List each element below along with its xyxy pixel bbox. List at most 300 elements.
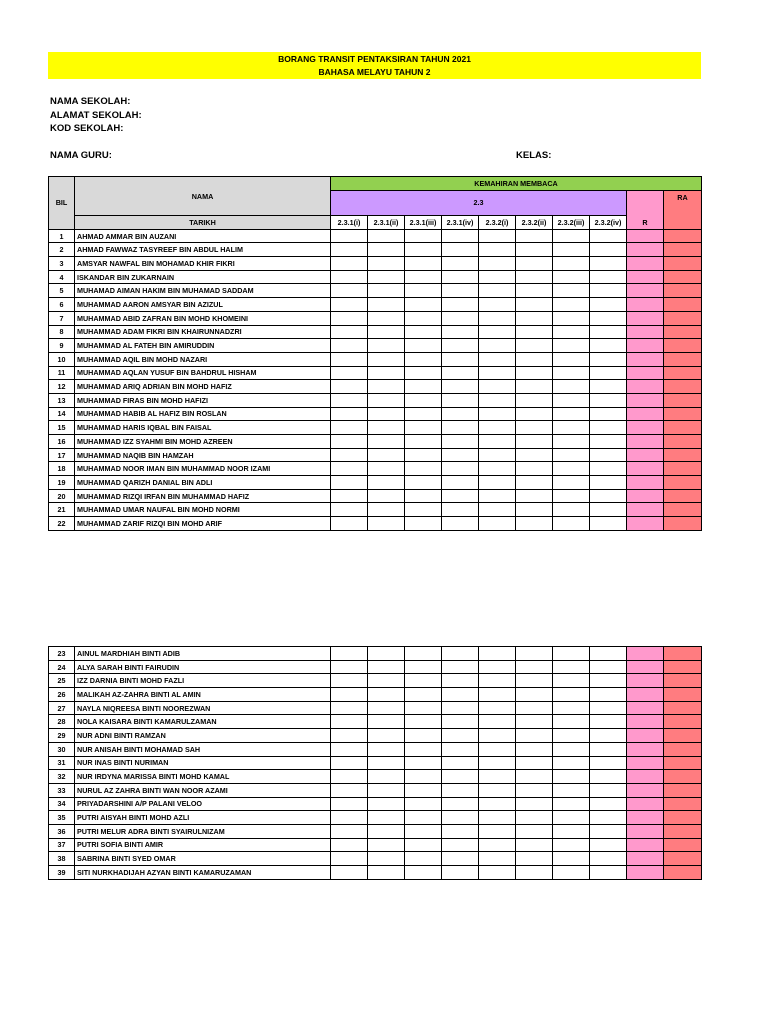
score-cell[interactable] (590, 462, 627, 476)
score-cell[interactable] (516, 284, 553, 298)
score-cell[interactable] (442, 421, 479, 435)
score-cell[interactable] (590, 448, 627, 462)
score-cell[interactable] (368, 783, 405, 797)
r-cell[interactable] (627, 270, 664, 284)
score-cell[interactable] (368, 797, 405, 811)
score-cell[interactable] (516, 824, 553, 838)
score-cell[interactable] (553, 311, 590, 325)
score-cell[interactable] (368, 229, 405, 243)
score-cell[interactable] (479, 742, 516, 756)
score-cell[interactable] (553, 517, 590, 531)
r-cell[interactable] (627, 838, 664, 852)
score-cell[interactable] (368, 298, 405, 312)
ra-cell[interactable] (664, 783, 702, 797)
ra-cell[interactable] (664, 393, 702, 407)
ra-cell[interactable] (664, 824, 702, 838)
score-cell[interactable] (442, 701, 479, 715)
score-cell[interactable] (442, 448, 479, 462)
ra-cell[interactable] (664, 298, 702, 312)
score-cell[interactable] (479, 421, 516, 435)
ra-cell[interactable] (664, 503, 702, 517)
score-cell[interactable] (331, 366, 368, 380)
score-cell[interactable] (516, 517, 553, 531)
score-cell[interactable] (516, 476, 553, 490)
score-cell[interactable] (590, 701, 627, 715)
ra-cell[interactable] (664, 380, 702, 394)
score-cell[interactable] (331, 284, 368, 298)
score-cell[interactable] (331, 462, 368, 476)
score-cell[interactable] (442, 284, 479, 298)
score-cell[interactable] (368, 824, 405, 838)
r-cell[interactable] (627, 811, 664, 825)
score-cell[interactable] (331, 647, 368, 661)
score-cell[interactable] (590, 435, 627, 449)
score-cell[interactable] (516, 852, 553, 866)
score-cell[interactable] (368, 742, 405, 756)
score-cell[interactable] (442, 489, 479, 503)
score-cell[interactable] (368, 435, 405, 449)
score-cell[interactable] (331, 435, 368, 449)
score-cell[interactable] (405, 517, 442, 531)
score-cell[interactable] (405, 270, 442, 284)
score-cell[interactable] (553, 688, 590, 702)
score-cell[interactable] (442, 435, 479, 449)
score-cell[interactable] (331, 811, 368, 825)
score-cell[interactable] (590, 647, 627, 661)
score-cell[interactable] (479, 462, 516, 476)
score-cell[interactable] (516, 462, 553, 476)
score-cell[interactable] (516, 688, 553, 702)
score-cell[interactable] (516, 701, 553, 715)
r-cell[interactable] (627, 284, 664, 298)
score-cell[interactable] (553, 421, 590, 435)
score-cell[interactable] (368, 352, 405, 366)
score-cell[interactable] (590, 674, 627, 688)
score-cell[interactable] (405, 824, 442, 838)
r-cell[interactable] (627, 770, 664, 784)
score-cell[interactable] (368, 284, 405, 298)
ra-cell[interactable] (664, 674, 702, 688)
ra-cell[interactable] (664, 270, 702, 284)
r-cell[interactable] (627, 517, 664, 531)
score-cell[interactable] (331, 257, 368, 271)
score-cell[interactable] (368, 688, 405, 702)
score-cell[interactable] (553, 229, 590, 243)
score-cell[interactable] (516, 270, 553, 284)
ra-cell[interactable] (664, 339, 702, 353)
score-cell[interactable] (553, 503, 590, 517)
r-cell[interactable] (627, 476, 664, 490)
score-cell[interactable] (405, 393, 442, 407)
score-cell[interactable] (553, 811, 590, 825)
score-cell[interactable] (553, 325, 590, 339)
score-cell[interactable] (479, 824, 516, 838)
score-cell[interactable] (331, 407, 368, 421)
score-cell[interactable] (590, 852, 627, 866)
score-cell[interactable] (479, 503, 516, 517)
score-cell[interactable] (479, 448, 516, 462)
ra-cell[interactable] (664, 797, 702, 811)
score-cell[interactable] (553, 352, 590, 366)
score-cell[interactable] (331, 660, 368, 674)
score-cell[interactable] (405, 852, 442, 866)
score-cell[interactable] (479, 838, 516, 852)
score-cell[interactable] (331, 715, 368, 729)
ra-cell[interactable] (664, 421, 702, 435)
score-cell[interactable] (442, 715, 479, 729)
score-cell[interactable] (442, 407, 479, 421)
r-cell[interactable] (627, 229, 664, 243)
score-cell[interactable] (590, 838, 627, 852)
r-cell[interactable] (627, 756, 664, 770)
score-cell[interactable] (590, 284, 627, 298)
ra-cell[interactable] (664, 742, 702, 756)
score-cell[interactable] (442, 729, 479, 743)
score-cell[interactable] (368, 674, 405, 688)
score-cell[interactable] (516, 407, 553, 421)
score-cell[interactable] (553, 770, 590, 784)
score-cell[interactable] (368, 660, 405, 674)
score-cell[interactable] (368, 701, 405, 715)
score-cell[interactable] (590, 380, 627, 394)
score-cell[interactable] (590, 393, 627, 407)
score-cell[interactable] (331, 783, 368, 797)
score-cell[interactable] (516, 770, 553, 784)
score-cell[interactable] (479, 270, 516, 284)
score-cell[interactable] (590, 311, 627, 325)
r-cell[interactable] (627, 435, 664, 449)
score-cell[interactable] (331, 503, 368, 517)
ra-cell[interactable] (664, 517, 702, 531)
score-cell[interactable] (479, 352, 516, 366)
score-cell[interactable] (405, 701, 442, 715)
score-cell[interactable] (405, 352, 442, 366)
score-cell[interactable] (590, 660, 627, 674)
score-cell[interactable] (442, 824, 479, 838)
score-cell[interactable] (405, 715, 442, 729)
score-cell[interactable] (442, 797, 479, 811)
score-cell[interactable] (368, 715, 405, 729)
score-cell[interactable] (553, 674, 590, 688)
score-cell[interactable] (479, 797, 516, 811)
score-cell[interactable] (516, 756, 553, 770)
score-cell[interactable] (553, 660, 590, 674)
score-cell[interactable] (442, 783, 479, 797)
score-cell[interactable] (331, 421, 368, 435)
score-cell[interactable] (516, 838, 553, 852)
score-cell[interactable] (516, 229, 553, 243)
score-cell[interactable] (405, 257, 442, 271)
r-cell[interactable] (627, 701, 664, 715)
score-cell[interactable] (368, 811, 405, 825)
score-cell[interactable] (516, 783, 553, 797)
score-cell[interactable] (442, 852, 479, 866)
ra-cell[interactable] (664, 852, 702, 866)
ra-cell[interactable] (664, 462, 702, 476)
r-cell[interactable] (627, 298, 664, 312)
score-cell[interactable] (368, 729, 405, 743)
score-cell[interactable] (405, 298, 442, 312)
score-cell[interactable] (516, 811, 553, 825)
score-cell[interactable] (590, 729, 627, 743)
score-cell[interactable] (479, 770, 516, 784)
score-cell[interactable] (590, 270, 627, 284)
score-cell[interactable] (368, 380, 405, 394)
score-cell[interactable] (405, 435, 442, 449)
score-cell[interactable] (590, 811, 627, 825)
ra-cell[interactable] (664, 701, 702, 715)
score-cell[interactable] (553, 448, 590, 462)
score-cell[interactable] (590, 298, 627, 312)
score-cell[interactable] (442, 380, 479, 394)
r-cell[interactable] (627, 824, 664, 838)
score-cell[interactable] (405, 866, 442, 880)
score-cell[interactable] (331, 448, 368, 462)
ra-cell[interactable] (664, 229, 702, 243)
score-cell[interactable] (368, 476, 405, 490)
score-cell[interactable] (553, 462, 590, 476)
score-cell[interactable] (553, 243, 590, 257)
score-cell[interactable] (553, 435, 590, 449)
r-cell[interactable] (627, 797, 664, 811)
score-cell[interactable] (331, 229, 368, 243)
score-cell[interactable] (442, 770, 479, 784)
score-cell[interactable] (479, 688, 516, 702)
score-cell[interactable] (479, 660, 516, 674)
score-cell[interactable] (479, 811, 516, 825)
score-cell[interactable] (590, 715, 627, 729)
score-cell[interactable] (590, 421, 627, 435)
score-cell[interactable] (405, 688, 442, 702)
score-cell[interactable] (553, 339, 590, 353)
r-cell[interactable] (627, 729, 664, 743)
score-cell[interactable] (368, 770, 405, 784)
score-cell[interactable] (331, 298, 368, 312)
score-cell[interactable] (368, 339, 405, 353)
score-cell[interactable] (553, 393, 590, 407)
score-cell[interactable] (553, 715, 590, 729)
score-cell[interactable] (442, 462, 479, 476)
score-cell[interactable] (442, 311, 479, 325)
score-cell[interactable] (553, 298, 590, 312)
score-cell[interactable] (479, 517, 516, 531)
score-cell[interactable] (553, 407, 590, 421)
score-cell[interactable] (331, 866, 368, 880)
score-cell[interactable] (331, 838, 368, 852)
score-cell[interactable] (368, 448, 405, 462)
r-cell[interactable] (627, 448, 664, 462)
score-cell[interactable] (442, 243, 479, 257)
ra-cell[interactable] (664, 325, 702, 339)
score-cell[interactable] (331, 756, 368, 770)
score-cell[interactable] (405, 783, 442, 797)
ra-cell[interactable] (664, 489, 702, 503)
score-cell[interactable] (553, 797, 590, 811)
score-cell[interactable] (479, 311, 516, 325)
ra-cell[interactable] (664, 647, 702, 661)
score-cell[interactable] (590, 243, 627, 257)
score-cell[interactable] (590, 783, 627, 797)
score-cell[interactable] (590, 407, 627, 421)
score-cell[interactable] (368, 503, 405, 517)
score-cell[interactable] (442, 366, 479, 380)
r-cell[interactable] (627, 352, 664, 366)
score-cell[interactable] (516, 660, 553, 674)
score-cell[interactable] (331, 393, 368, 407)
r-cell[interactable] (627, 325, 664, 339)
score-cell[interactable] (553, 852, 590, 866)
score-cell[interactable] (590, 756, 627, 770)
score-cell[interactable] (405, 311, 442, 325)
score-cell[interactable] (590, 517, 627, 531)
score-cell[interactable] (368, 852, 405, 866)
score-cell[interactable] (553, 729, 590, 743)
score-cell[interactable] (479, 243, 516, 257)
score-cell[interactable] (479, 783, 516, 797)
score-cell[interactable] (590, 476, 627, 490)
score-cell[interactable] (442, 517, 479, 531)
score-cell[interactable] (553, 756, 590, 770)
score-cell[interactable] (516, 715, 553, 729)
score-cell[interactable] (442, 660, 479, 674)
score-cell[interactable] (479, 257, 516, 271)
score-cell[interactable] (368, 243, 405, 257)
score-cell[interactable] (479, 866, 516, 880)
score-cell[interactable] (405, 489, 442, 503)
score-cell[interactable] (405, 729, 442, 743)
ra-cell[interactable] (664, 311, 702, 325)
score-cell[interactable] (405, 448, 442, 462)
score-cell[interactable] (479, 701, 516, 715)
score-cell[interactable] (590, 339, 627, 353)
ra-cell[interactable] (664, 407, 702, 421)
score-cell[interactable] (442, 838, 479, 852)
r-cell[interactable] (627, 257, 664, 271)
score-cell[interactable] (479, 715, 516, 729)
score-cell[interactable] (331, 517, 368, 531)
score-cell[interactable] (590, 770, 627, 784)
score-cell[interactable] (405, 811, 442, 825)
ra-cell[interactable] (664, 243, 702, 257)
score-cell[interactable] (516, 380, 553, 394)
score-cell[interactable] (590, 688, 627, 702)
score-cell[interactable] (516, 298, 553, 312)
score-cell[interactable] (368, 407, 405, 421)
score-cell[interactable] (516, 352, 553, 366)
score-cell[interactable] (553, 257, 590, 271)
score-cell[interactable] (590, 257, 627, 271)
r-cell[interactable] (627, 674, 664, 688)
score-cell[interactable] (405, 380, 442, 394)
ra-cell[interactable] (664, 866, 702, 880)
score-cell[interactable] (331, 729, 368, 743)
ra-cell[interactable] (664, 729, 702, 743)
score-cell[interactable] (442, 393, 479, 407)
score-cell[interactable] (479, 407, 516, 421)
score-cell[interactable] (442, 257, 479, 271)
score-cell[interactable] (590, 229, 627, 243)
score-cell[interactable] (516, 503, 553, 517)
score-cell[interactable] (442, 298, 479, 312)
score-cell[interactable] (368, 257, 405, 271)
ra-cell[interactable] (664, 448, 702, 462)
score-cell[interactable] (590, 503, 627, 517)
score-cell[interactable] (516, 435, 553, 449)
score-cell[interactable] (553, 366, 590, 380)
score-cell[interactable] (405, 838, 442, 852)
r-cell[interactable] (627, 783, 664, 797)
r-cell[interactable] (627, 852, 664, 866)
score-cell[interactable] (479, 366, 516, 380)
score-cell[interactable] (405, 674, 442, 688)
score-cell[interactable] (479, 756, 516, 770)
ra-cell[interactable] (664, 257, 702, 271)
score-cell[interactable] (331, 852, 368, 866)
score-cell[interactable] (442, 811, 479, 825)
score-cell[interactable] (479, 393, 516, 407)
score-cell[interactable] (442, 742, 479, 756)
score-cell[interactable] (405, 339, 442, 353)
score-cell[interactable] (516, 243, 553, 257)
score-cell[interactable] (442, 325, 479, 339)
score-cell[interactable] (442, 339, 479, 353)
score-cell[interactable] (479, 647, 516, 661)
score-cell[interactable] (516, 742, 553, 756)
score-cell[interactable] (405, 660, 442, 674)
score-cell[interactable] (590, 352, 627, 366)
ra-cell[interactable] (664, 756, 702, 770)
r-cell[interactable] (627, 647, 664, 661)
r-cell[interactable] (627, 742, 664, 756)
score-cell[interactable] (479, 325, 516, 339)
score-cell[interactable] (331, 797, 368, 811)
score-cell[interactable] (516, 366, 553, 380)
score-cell[interactable] (590, 325, 627, 339)
score-cell[interactable] (368, 489, 405, 503)
score-cell[interactable] (405, 742, 442, 756)
score-cell[interactable] (442, 647, 479, 661)
score-cell[interactable] (405, 770, 442, 784)
r-cell[interactable] (627, 660, 664, 674)
score-cell[interactable] (516, 674, 553, 688)
score-cell[interactable] (479, 489, 516, 503)
r-cell[interactable] (627, 366, 664, 380)
score-cell[interactable] (368, 366, 405, 380)
score-cell[interactable] (331, 339, 368, 353)
score-cell[interactable] (405, 407, 442, 421)
score-cell[interactable] (516, 421, 553, 435)
score-cell[interactable] (553, 380, 590, 394)
score-cell[interactable] (331, 270, 368, 284)
score-cell[interactable] (516, 311, 553, 325)
score-cell[interactable] (516, 448, 553, 462)
score-cell[interactable] (590, 366, 627, 380)
r-cell[interactable] (627, 407, 664, 421)
ra-cell[interactable] (664, 838, 702, 852)
score-cell[interactable] (331, 352, 368, 366)
score-cell[interactable] (516, 393, 553, 407)
score-cell[interactable] (405, 229, 442, 243)
score-cell[interactable] (368, 462, 405, 476)
score-cell[interactable] (479, 380, 516, 394)
score-cell[interactable] (479, 229, 516, 243)
score-cell[interactable] (479, 476, 516, 490)
score-cell[interactable] (405, 647, 442, 661)
score-cell[interactable] (553, 742, 590, 756)
score-cell[interactable] (516, 339, 553, 353)
r-cell[interactable] (627, 243, 664, 257)
r-cell[interactable] (627, 715, 664, 729)
